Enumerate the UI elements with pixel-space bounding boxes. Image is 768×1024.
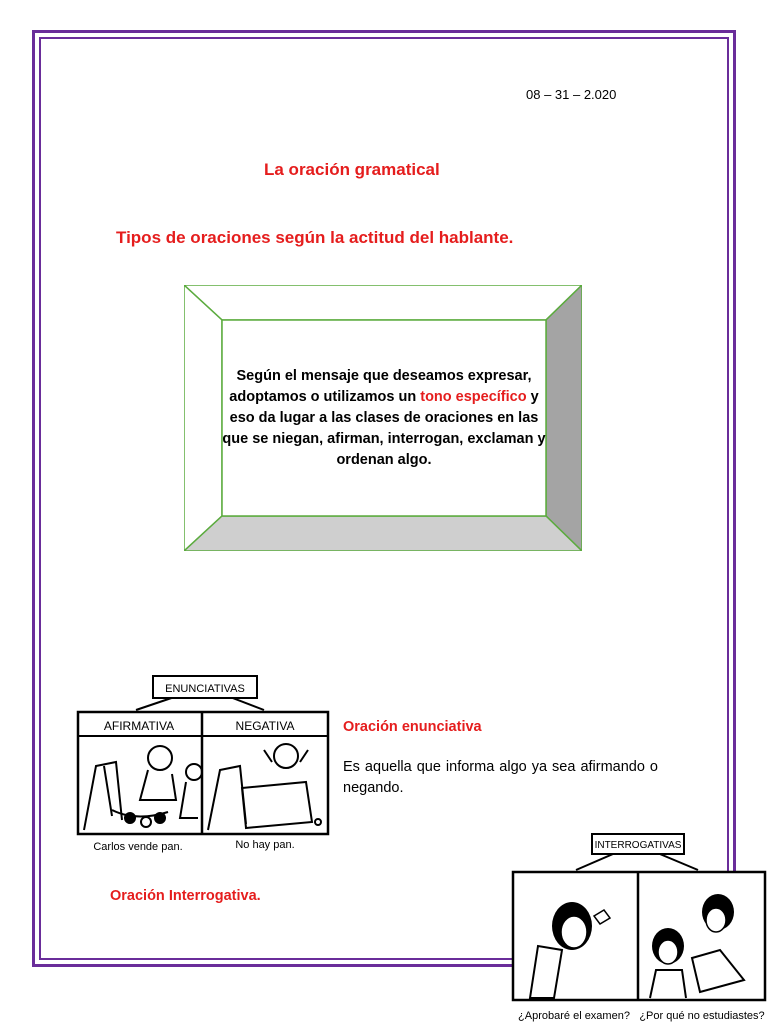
intro-text-before: Según el mensaje que deseamos expresar, adoptamos o utilizamos un	[229, 367, 532, 405]
interrogativa-left-caption: ¿Aprobaré el examen?	[518, 1010, 630, 1022]
page-subtitle: Tipos de oraciones según la actitud del hablante.	[116, 228, 514, 247]
afirmativa-label: AFIRMATIVA	[103, 719, 175, 733]
page-title: La oración gramatical	[264, 160, 440, 179]
negativa-caption: No hay pan.	[235, 839, 295, 851]
intro-highlight: tono específico	[420, 388, 527, 405]
interrogativa-right-caption: ¿Por qué no estudiastes?	[639, 1010, 765, 1022]
enunciativa-illustration	[76, 670, 332, 860]
date: 08 – 31 – 2.020	[526, 87, 617, 102]
interrogativa-heading: Oración Interrogativa.	[110, 888, 261, 904]
enunciativa-definition: Es aquella que informa algo ya sea afirmando o negando.	[343, 759, 658, 796]
enunciativa-heading: Oración enunciativa	[343, 719, 482, 735]
interrogativa-header-label: INTERROGATIVAS	[594, 840, 682, 851]
negativa-label: NEGATIVA	[235, 719, 295, 733]
intro-text-after: y eso da lugar a las clases de oraciones en las que se niegan, afirman, interrogan, exclaman y ordenan algo.	[222, 388, 546, 468]
afirmativa-caption: Carlos vende pan.	[93, 841, 183, 853]
enunciativa-header-label: ENUNCIATIVAS	[165, 683, 245, 695]
interrogativa-illustration	[510, 830, 768, 1024]
intro-text	[222, 320, 546, 516]
